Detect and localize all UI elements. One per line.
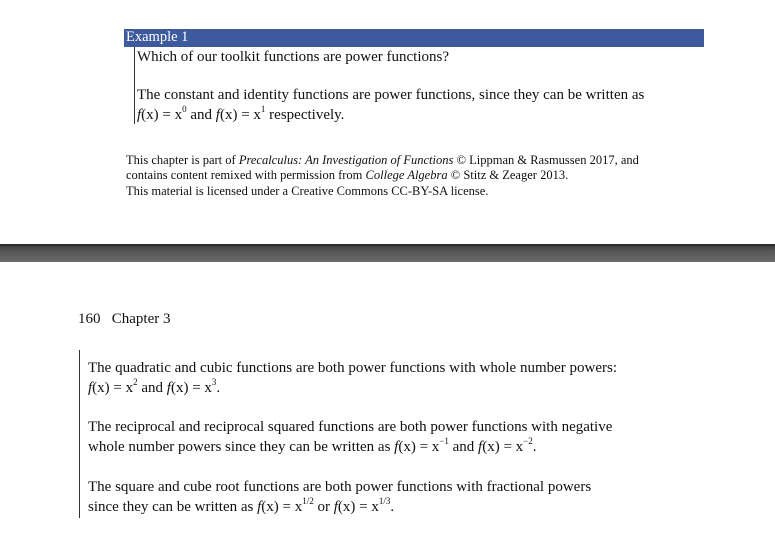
connector-text: . xyxy=(216,380,221,396)
math-expr: (x) = x xyxy=(261,499,303,515)
license-line-1 xyxy=(126,153,639,169)
license-text: © Lippman & Rasmussen 2017, and xyxy=(453,153,639,167)
math-f: f xyxy=(478,439,483,455)
math-exponent: 2 xyxy=(133,377,138,387)
p2-line1: The reciprocal and reciprocal squared functions are both power functions with negative xyxy=(88,419,613,435)
math-f: f xyxy=(394,439,399,455)
document-page-top xyxy=(0,0,775,244)
connector-text: respectively. xyxy=(265,107,345,123)
connector-text: and xyxy=(186,107,216,123)
body-text: since they can be written as xyxy=(88,499,258,515)
example-question: Which of our toolkit functions are power functions? xyxy=(137,49,449,65)
p1-line1: The quadratic and cubic functions are both power functions with whole number powers: xyxy=(88,360,618,376)
math-expr: (x) = x xyxy=(92,380,134,396)
math-expr: (x) = x xyxy=(141,107,183,123)
math-expr: (x) = x xyxy=(219,107,261,123)
example-answer-line1: The constant and identity functions are power functions, since they can be written as xyxy=(137,87,645,103)
connector-text: . xyxy=(532,439,537,455)
page-separator xyxy=(0,244,775,262)
connector-text: . xyxy=(390,499,395,515)
body-text: whole number powers since they can be written as xyxy=(88,439,395,455)
example-answer-line2 xyxy=(137,105,344,125)
p2-line2 xyxy=(88,437,536,457)
math-expr: (x) = x xyxy=(482,439,524,455)
example-header-bar xyxy=(124,29,704,47)
math-exponent: 1/3 xyxy=(378,496,391,506)
body-side-rule xyxy=(79,350,80,518)
math-f: f xyxy=(333,499,338,515)
math-f: f xyxy=(257,499,262,515)
license-line-3: This material is licensed under a Creative Commons CC-BY-SA license. xyxy=(126,184,489,198)
math-expr: (x) = x xyxy=(337,499,379,515)
license-line-2 xyxy=(126,168,568,184)
connector-text: and xyxy=(137,380,167,396)
connector-text: and xyxy=(448,439,479,455)
example-label: Example 1 xyxy=(126,29,189,45)
math-expr: (x) = x xyxy=(170,380,212,396)
math-exponent: 3 xyxy=(211,377,217,387)
page-header: 160 Chapter 3 xyxy=(78,311,171,327)
book-title: Precalculus: An Investigation of Functions xyxy=(238,153,454,167)
math-exponent: 1 xyxy=(260,104,266,114)
license-text: © Stitz & Zeager 2013. xyxy=(447,168,569,182)
p3-line2 xyxy=(88,497,394,517)
license-text: This chapter is part of xyxy=(126,153,239,167)
math-expr: (x) = x xyxy=(398,439,440,455)
math-exponent: −2 xyxy=(523,436,533,446)
math-exponent: 1/2 xyxy=(302,496,314,506)
p3-line1: The square and cube root functions are both power functions with fractional powers xyxy=(88,479,592,495)
math-f: f xyxy=(215,107,220,123)
math-f: f xyxy=(137,107,142,123)
math-f: f xyxy=(166,380,171,396)
example-side-rule xyxy=(134,47,135,124)
book-title: College Algebra xyxy=(365,168,448,182)
math-exponent: 0 xyxy=(182,104,187,114)
p1-line2 xyxy=(88,378,220,398)
connector-text: or xyxy=(313,499,334,515)
page-separator-edge xyxy=(0,244,775,246)
math-exponent: −1 xyxy=(439,436,449,446)
license-text: contains content remixed with permission from xyxy=(126,168,366,182)
math-f: f xyxy=(88,380,93,396)
